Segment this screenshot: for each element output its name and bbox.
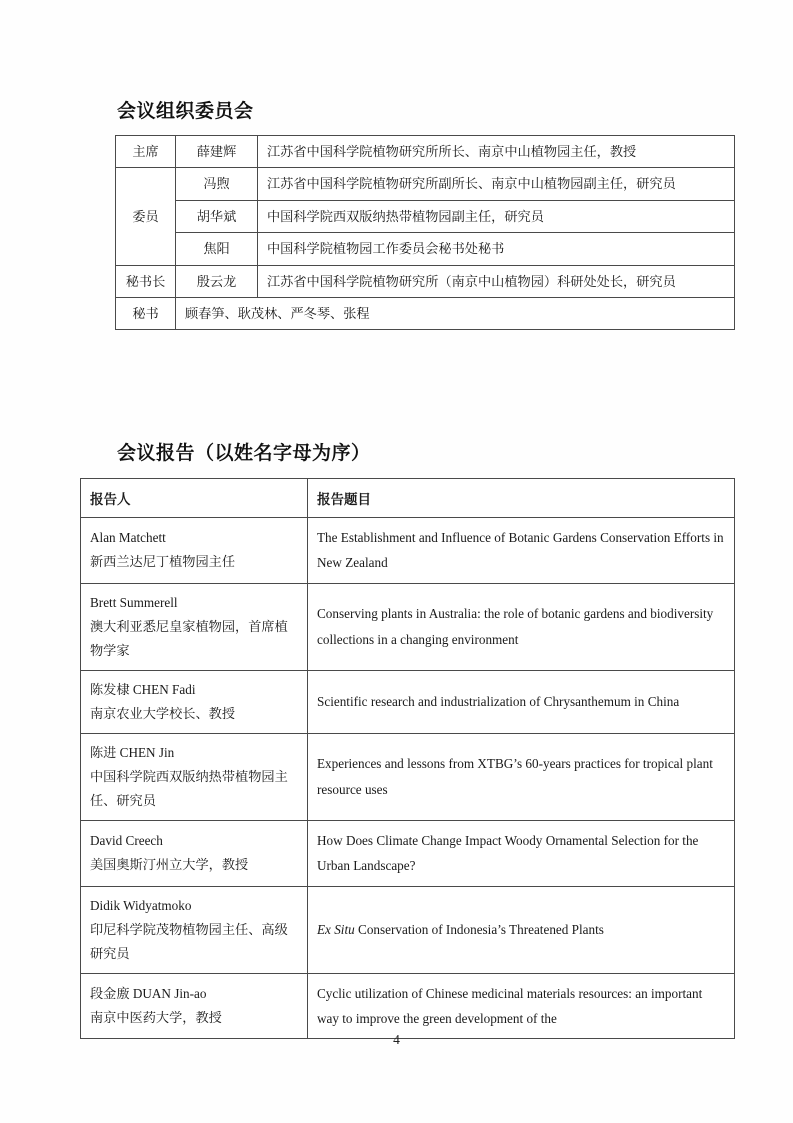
report-title: Scientific research and industrialization of Chrysanthemum in China	[308, 670, 735, 733]
column-header-speaker: 报告人	[81, 479, 308, 518]
speaker-affiliation: 澳大利亚悉尼皇家植物园，首席植物学家	[90, 618, 288, 658]
speaker-affiliation: 印尼科学院茂物植物园主任、高级研究员	[90, 921, 288, 961]
table-row	[81, 733, 735, 820]
page-number: 4	[393, 1032, 400, 1047]
table-row	[116, 168, 735, 200]
table-row	[81, 583, 735, 670]
speaker-name: Didik Widyatmoko	[90, 897, 192, 913]
report-speaker	[81, 886, 308, 973]
reports-section-heading: 会议报告（以姓名字母为序）	[117, 442, 371, 464]
speaker-name: 段金廒 DUAN Jin-ao	[90, 985, 207, 1001]
speaker-name: Brett Summerell	[90, 594, 178, 610]
speaker-name: 陈进 CHEN Jin	[90, 744, 175, 760]
committee-name: 殷云龙	[176, 265, 258, 297]
committee-section-heading: 会议组织委员会	[117, 100, 254, 122]
report-speaker	[81, 820, 308, 886]
table-row	[116, 265, 735, 297]
speaker-affiliation: 新西兰达尼丁植物园主任	[90, 554, 236, 570]
committee-table	[115, 135, 735, 330]
committee-role: 委员	[116, 168, 176, 265]
committee-role: 秘书	[116, 297, 176, 329]
report-title: How Does Climate Change Impact Woody Ornamental Selection for the Urban Landscape?	[308, 820, 735, 886]
report-title-italic-prefix: Ex Situ	[317, 921, 355, 937]
table-row	[116, 136, 735, 168]
committee-role: 主席	[116, 136, 176, 168]
table-header-row	[81, 479, 735, 518]
report-title: Conserving plants in Australia: the role of botanic gardens and biodiversity collections in a changing environment	[308, 583, 735, 670]
report-title: The Establishment and Influence of Botanic Gardens Conservation Efforts in New Zealand	[308, 518, 735, 584]
speaker-affiliation: 南京农业大学校长、教授	[90, 705, 236, 721]
committee-description: 中国科学院西双版纳热带植物园副主任，研究员	[258, 200, 735, 232]
table-row	[81, 518, 735, 584]
speaker-affiliation: 中国科学院西双版纳热带植物园主任、研究员	[90, 768, 288, 808]
column-header-title: 报告题目	[308, 479, 735, 518]
report-title	[308, 886, 735, 973]
report-speaker	[81, 518, 308, 584]
table-row	[116, 297, 735, 329]
reports-table	[80, 478, 735, 1039]
report-speaker	[81, 670, 308, 733]
committee-description: 顾春笋、耿茂林、严冬琴、张程	[176, 297, 735, 329]
report-title-rest: Conservation of Indonesia’s Threatened Plants	[354, 921, 604, 937]
committee-name: 焦阳	[176, 233, 258, 265]
committee-name: 薛建辉	[176, 136, 258, 168]
committee-name: 胡华斌	[176, 200, 258, 232]
table-row	[81, 973, 735, 1039]
table-row	[81, 670, 735, 733]
report-title: Experiences and lessons from XTBG’s 60-years practices for tropical plant resource uses	[308, 733, 735, 820]
report-speaker	[81, 583, 308, 670]
speaker-name: 陈发棣 CHEN Fadi	[90, 681, 196, 697]
committee-description: 中国科学院植物园工作委员会秘书处秘书	[258, 233, 735, 265]
speaker-name: David Creech	[90, 833, 163, 849]
table-row	[81, 886, 735, 973]
table-row	[116, 233, 735, 265]
committee-description: 江苏省中国科学院植物研究所（南京中山植物园）科研处处长，研究员	[258, 265, 735, 297]
report-speaker	[81, 733, 308, 820]
speaker-name: Alan Matchett	[90, 530, 166, 546]
committee-description: 江苏省中国科学院植物研究所所长、南京中山植物园主任，教授	[258, 136, 735, 168]
report-title: Cyclic utilization of Chinese medicinal materials resources: an important way to improve the green development of the	[308, 973, 735, 1039]
committee-role: 秘书长	[116, 265, 176, 297]
table-row	[81, 820, 735, 886]
committee-name: 冯煦	[176, 168, 258, 200]
speaker-affiliation: 美国奥斯汀州立大学，教授	[90, 857, 249, 873]
committee-description: 江苏省中国科学院植物研究所副所长、南京中山植物园副主任，研究员	[258, 168, 735, 200]
table-row	[116, 200, 735, 232]
report-speaker	[81, 973, 308, 1039]
speaker-affiliation: 南京中医药大学，教授	[90, 1009, 222, 1025]
